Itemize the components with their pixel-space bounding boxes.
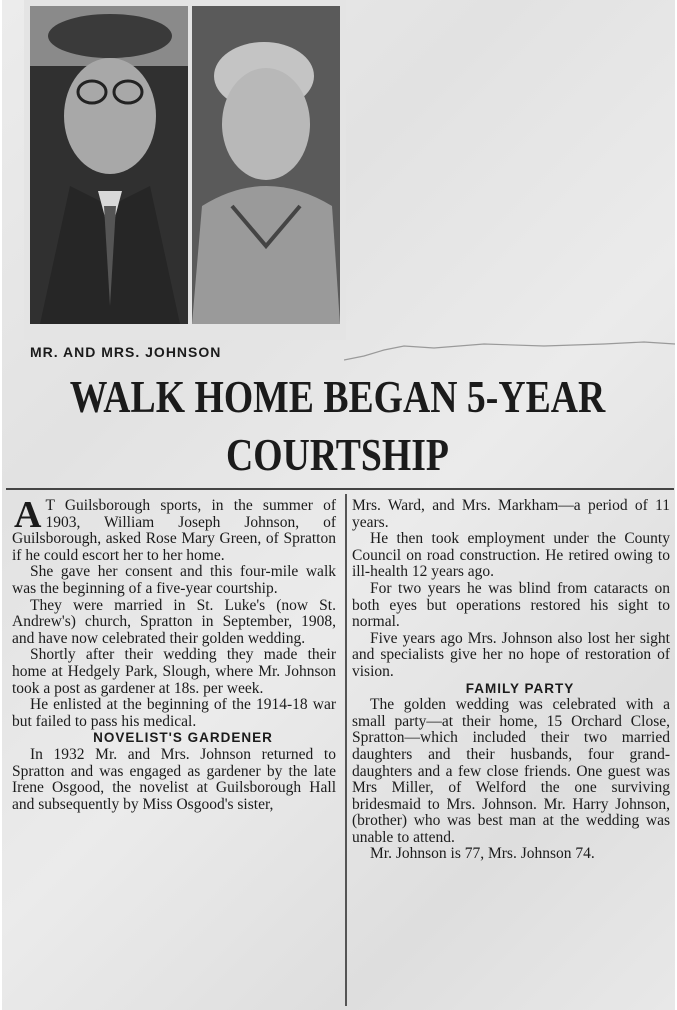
headline-rule bbox=[6, 488, 674, 490]
paragraph: A T Guilsborough sports, in the summer of 1903, William Joseph Johnson, of Guilsborough, asked Rose Mary Green, of Spratton if he could escort her to her home. bbox=[12, 494, 336, 564]
paragraph: For two years he was blind from cataracts on both eyes but operations restored his sight to normal. bbox=[352, 579, 670, 631]
paragraph: He enlisted at the beginning of the 1914-18 war but failed to pass his medical. bbox=[12, 696, 336, 730]
paragraph: The golden wedding was celebrated with a small party—at their home, 15 Orchard Close, Spratton—which included their two married daughters and their husbands, four grand-daughters and a few close friends. One guest was Mrs Miller, of Welford the one surviving bridesmaid to Mrs. Johnson. Mr. Harry Johnson, (brother) who was best man at the wedding was unable to attend. bbox=[352, 696, 670, 846]
paragraph: Five years ago Mrs. Johnson also lost her sight and specialists give her no hope of restoration of vision. bbox=[352, 629, 670, 680]
torn-edge bbox=[344, 338, 675, 368]
photo-strip bbox=[24, 0, 346, 340]
paragraph: He then took employment under the County Council on road construction. He retired owing to ill-health 12 years ago. bbox=[352, 530, 670, 581]
headline-line-2: COURTSHIP bbox=[226, 429, 449, 480]
drop-cap: A bbox=[14, 494, 42, 536]
photo-mr-johnson bbox=[30, 6, 188, 324]
article-column-right bbox=[352, 498, 670, 863]
photo-caption: MR. AND MRS. JOHNSON bbox=[30, 344, 222, 360]
paragraph: In 1932 Mr. and Mrs. Johnson returned to Spratton and was engaged as gardener by the late Irene Osgood, the novelist at Guilsborough Hall and subsequently by Miss Osgood's sister, bbox=[12, 745, 336, 813]
paragraph: They were married in St. Luke's (now St. Andrew's) church, Spratton in September, 1908, and have now celebrated their golden wedding. bbox=[12, 596, 336, 647]
article-column-left bbox=[12, 494, 336, 813]
column-divider bbox=[345, 494, 347, 1006]
subheading-novelists-gardener: NOVELIST'S GARDENER bbox=[93, 730, 273, 746]
photo-mrs-johnson bbox=[192, 6, 340, 324]
paragraph: Mr. Johnson is 77, Mrs. Johnson 74. bbox=[370, 845, 595, 863]
subheading-family-party: FAMILY PARTY bbox=[465, 680, 575, 696]
paragraph: Shortly after their wedding they made their home at Hedgely Park, Slough, where Mr. Johnson took a post as gardener at 18s. per week. bbox=[12, 646, 336, 697]
paragraph: She gave her consent and this four-mile walk was the beginning of a five-year courtship. bbox=[12, 563, 336, 597]
paragraph: Mrs. Ward, and Mrs. Markham—a period of 11 years. bbox=[352, 497, 670, 531]
headline-line-1: WALK HOME BEGAN 5-YEAR bbox=[69, 371, 606, 422]
